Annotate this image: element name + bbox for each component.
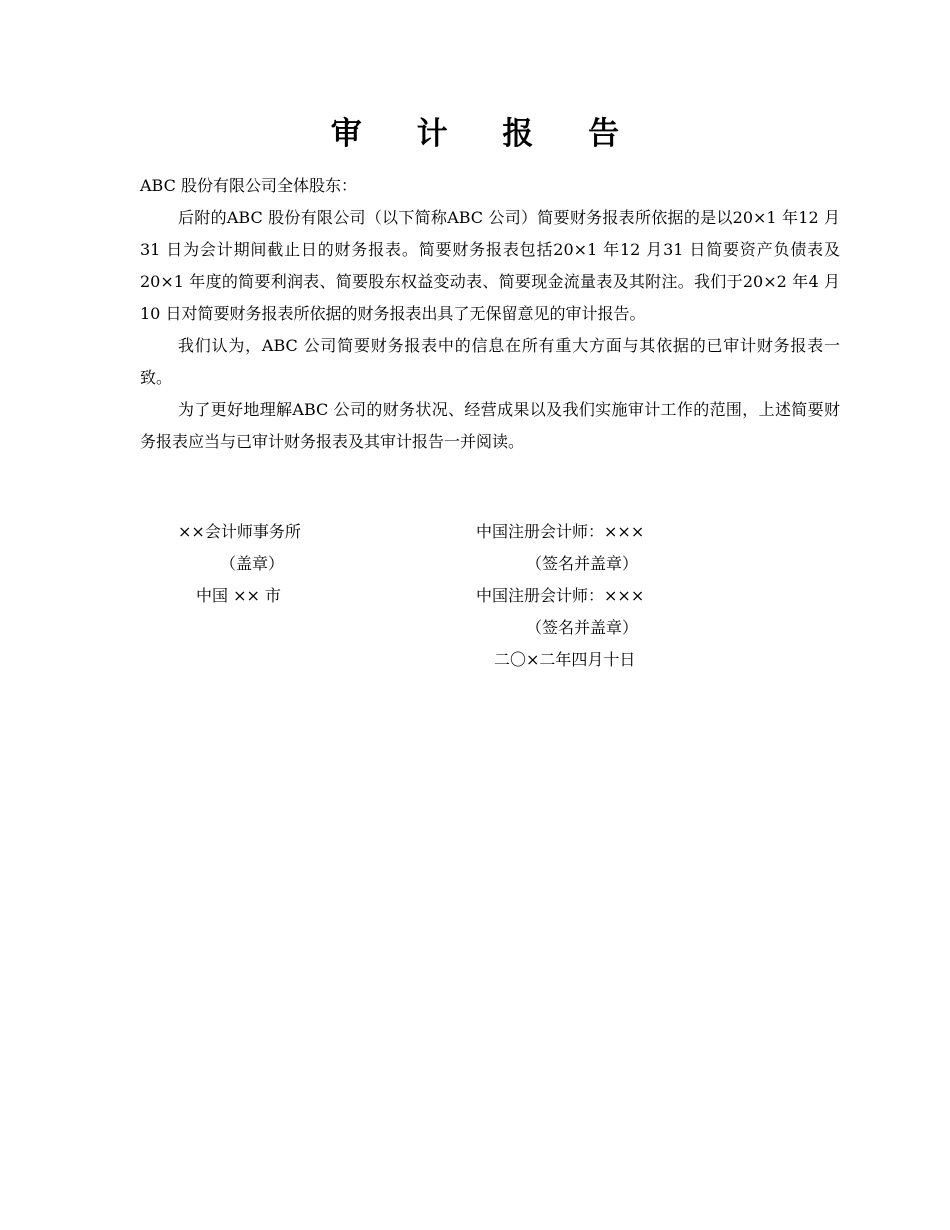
cpa-2: 中国注册会计师：××× bbox=[476, 586, 645, 605]
report-date: 二〇×二年四月十日 bbox=[494, 650, 636, 669]
paragraph-opinion: 我们认为，ABC 公司简要财务报表中的信息在所有重大方面与其依据的已审计财务报表一致。 bbox=[140, 336, 840, 387]
report-title: 审 计 报 告 bbox=[330, 116, 642, 152]
firm-name: ××会计师事务所 bbox=[178, 522, 301, 541]
firm-city: 中国 ×× 市 bbox=[196, 586, 281, 605]
firm-signature-block bbox=[140, 516, 370, 612]
firm-seal-note: （盖章） bbox=[220, 554, 285, 573]
cpa-1: 中国注册会计师：××× bbox=[476, 522, 645, 541]
cpa-1-sign-note: （签名并盖章） bbox=[526, 554, 639, 573]
cpa-2-sign-note: （签名并盖章） bbox=[526, 618, 639, 637]
paragraph-scope: 后附的ABC 股份有限公司（以下简称ABC 公司）简要财务报表所依据的是以20×1 年12 月31 日为会计期间截止日的财务报表。简要财务报表包括20×1 年12 月31 日简要资产负债表及20×1 年度的简要利润表、简要股东权益变动表、简要现金流量表及其附注。我们于20×2 年4 月10 日对简要财务报表所依据的财务报表出具了无保留意见的审计报告。 bbox=[140, 208, 840, 323]
report-body bbox=[140, 170, 840, 458]
salutation: ABC 股份有限公司全体股东： bbox=[140, 176, 357, 195]
cpa-signature-block bbox=[440, 516, 740, 676]
paragraph-reading-note: 为了更好地理解ABC 公司的财务状况、经营成果以及我们实施审计工作的范围，上述简要财务报表应当与已审计财务报表及其审计报告一并阅读。 bbox=[140, 400, 840, 451]
